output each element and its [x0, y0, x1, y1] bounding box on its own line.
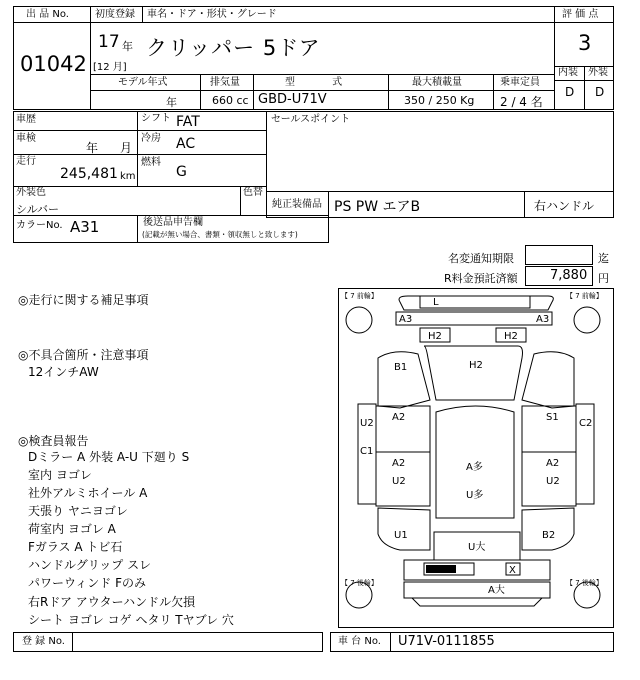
exterior-label: 外装 [588, 67, 608, 78]
wheel-front-right [574, 307, 600, 333]
ac-label: 冷房 [141, 133, 161, 144]
ext-color: シルバー [16, 203, 59, 216]
mark-a-mid: A多 [466, 462, 483, 473]
mark-u-large: U大 [468, 542, 486, 553]
model-year-unit: 年 [166, 96, 177, 109]
fuel: G [176, 164, 187, 180]
steering: 右ハンドル [534, 199, 595, 213]
wheel-front-left [346, 307, 372, 333]
mark-a3-right: A3 [536, 314, 550, 325]
report-line: 荷室内 ヨゴレ A [28, 522, 116, 536]
lot-no-label: 出 品 No. [26, 9, 69, 20]
fuel-label: 燃料 [141, 157, 161, 168]
mark-b2: B2 [542, 530, 556, 541]
interior-label: 内装 [558, 67, 578, 78]
first-reg-year-unit: 年 [122, 40, 133, 53]
recycle-unit: 円 [598, 272, 609, 285]
postsale-label: 後送品申告欄 [143, 217, 203, 228]
report-line: 社外アルミホイール A [28, 486, 148, 500]
mark-h2-left: H2 [428, 331, 442, 342]
mark-c2: C2 [579, 418, 593, 429]
score: 3 [578, 31, 592, 55]
color-no-label: カラーNo. [16, 220, 63, 231]
mark-x: X [509, 565, 516, 576]
ac: AC [176, 136, 196, 152]
car-name: クリッパー 5ドア [146, 36, 321, 60]
score-label: 評 価 点 [562, 9, 599, 20]
mark-a2-front-left: A2 [392, 412, 406, 423]
mark-h2-hood: H2 [469, 360, 483, 371]
name-change-unit: 迄 [598, 252, 609, 265]
first-reg-year: 17 [98, 32, 120, 52]
capacity: 2 / 4 名 [500, 95, 543, 109]
report-line: 右Rドア アウターハンドル欠損 [28, 595, 196, 609]
mark-h2-right: H2 [504, 331, 518, 342]
report-line: Dミラー A 外装 A-U 下廻り S [28, 450, 190, 464]
mileage: 245,481 [60, 166, 118, 182]
chassis-label: 車 台 No. [338, 636, 381, 647]
mileage-label: 走行 [16, 156, 36, 167]
vehicle-damage-diagram [338, 288, 614, 628]
mark-u2-rear-left: U2 [392, 476, 406, 487]
postsale-note: (記載が無い場合、書類・領収無しと致します) [142, 230, 298, 239]
exterior-grade: D [595, 85, 605, 99]
mark-s1: S1 [546, 412, 559, 423]
color-no: A31 [70, 218, 100, 236]
model-year-label: モデル年式 [118, 77, 168, 88]
type-label: 型 式 [285, 77, 343, 88]
mark-b1: B1 [394, 362, 408, 373]
mark-u2-left: U2 [360, 418, 374, 429]
model-type: GBD-U71V [258, 92, 327, 107]
first-reg-month: [12 月] [93, 62, 127, 73]
inspection-label: 車検 [16, 133, 36, 144]
driving-notes-label: ◎走行に関する補足事項 [18, 293, 149, 307]
reg-no-label: 登 録 No. [22, 636, 65, 647]
max-load-label: 最大積載量 [412, 77, 462, 88]
report-line: シート ヨゴレ コゲ ヘタリ Tヤブレ 穴 [28, 613, 234, 627]
interior-grade: D [565, 85, 575, 99]
name-change-box [525, 245, 593, 265]
report-line: ハンドルグリップ スレ [28, 558, 152, 572]
mileage-unit: km [120, 171, 136, 182]
corner-label-bl: 【 7 後輪】 [341, 579, 378, 587]
shift-label: シフト [141, 113, 171, 124]
mark-a2-right: A2 [546, 458, 560, 469]
mark-a3-left: A3 [399, 314, 413, 325]
report-line: 室内 ヨゴレ [28, 468, 92, 482]
max-load: 350 / 250 Kg [404, 94, 475, 107]
sales-point-label: セールスポイント [271, 114, 351, 125]
mark-a-large: A大 [488, 585, 505, 596]
report-line: パワーウィンド Fのみ [28, 576, 146, 590]
ext-color-label: 外装色 [16, 187, 46, 198]
history-label: 車歴 [16, 114, 36, 125]
name-change-label: 名変通知期限 [448, 252, 514, 265]
chassis-no: U71V-0111855 [398, 634, 495, 649]
equipment-label: 純正装備品 [272, 199, 322, 210]
corner-label-tl: 【 7 前輪】 [341, 292, 378, 300]
lot-no: 01042 [20, 52, 87, 76]
mark-c1: C1 [360, 446, 374, 457]
mark-a2-rear-left: A2 [392, 458, 406, 469]
mark-l: L [433, 297, 439, 308]
equipment: PS PW エアB [334, 199, 421, 215]
shift: FAT [176, 114, 200, 130]
recycle-fee: 7,880 [550, 268, 588, 283]
report-line: Fガラス A トビ石 [28, 540, 123, 554]
corner-label-br: 【 7 後輪】 [566, 579, 603, 587]
defect-item: 12インチAW [28, 365, 99, 379]
mark-u1: U1 [394, 530, 408, 541]
mark-u2-right: U2 [546, 476, 560, 487]
corner-label-tr: 【 7 前輪】 [566, 292, 603, 300]
capacity-label: 乗車定員 [500, 77, 540, 88]
defects-label: ◎不具合箇所・注意事項 [18, 348, 149, 362]
inspector-report-label: ◎検査員報告 [18, 434, 89, 448]
mark-u-mid: U多 [466, 490, 484, 501]
recolor-label: 色替 [243, 187, 263, 198]
displacement-label: 排気量 [210, 77, 240, 88]
inspection-month-unit: 月 [120, 141, 133, 155]
inspection-year-unit: 年 [86, 141, 99, 155]
first-reg-label: 初度登録 [95, 9, 135, 20]
recycle-label: R料金預託済額 [444, 272, 518, 285]
report-line: 天張り ヤニヨゴレ [28, 504, 128, 518]
car-name-label: 車名・ドア・形状・グレード [147, 9, 277, 20]
displacement: 660 cc [212, 94, 249, 107]
details-box [13, 111, 267, 187]
